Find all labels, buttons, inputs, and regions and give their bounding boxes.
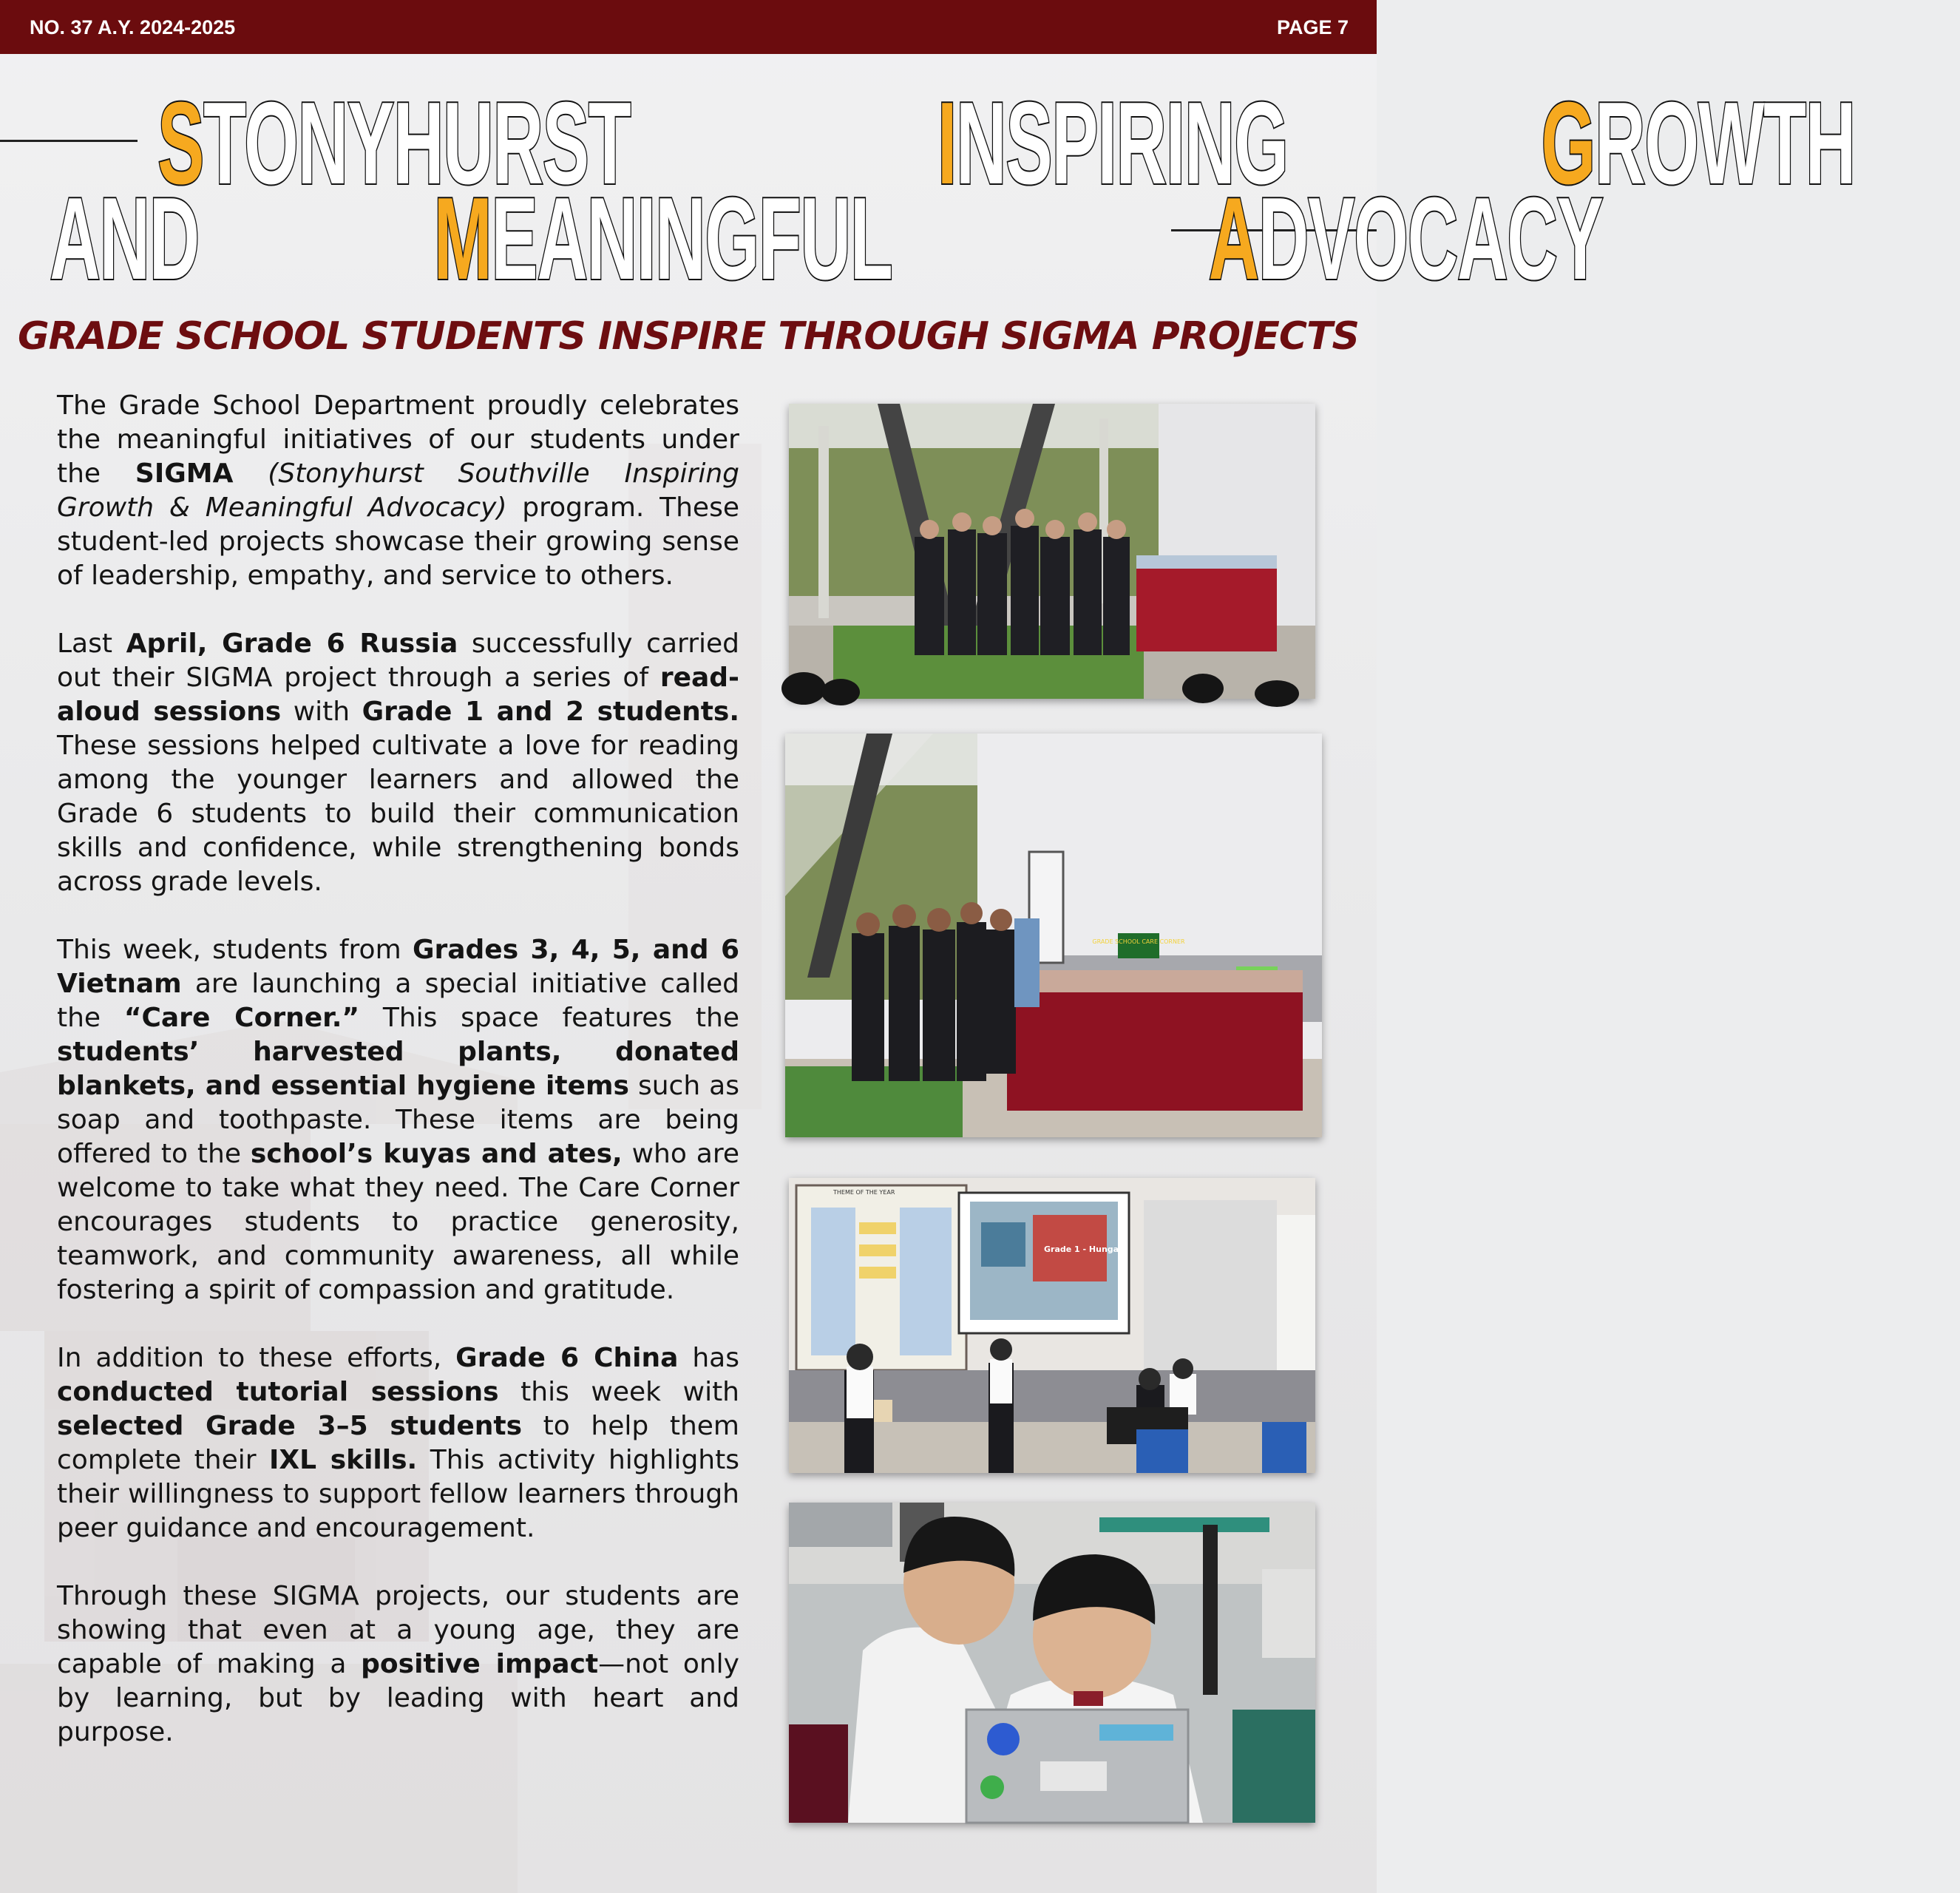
text-run: Grade 1 and 2 students. [362,697,740,727]
text-run: “Care Corner.” [123,1003,360,1033]
photo-classroom-presentation [789,1178,1315,1473]
paragraph-intro [57,389,739,593]
text-run: has [678,1343,739,1373]
text-run: SIGMA [135,458,234,489]
text-run: IXL skills. [269,1445,418,1475]
text-run: this week with [498,1377,739,1407]
text-run: Grade 6 China [455,1343,679,1373]
headline-word: AND [50,174,200,304]
text-run: read-aloud sessions [57,663,739,727]
headline-word: ADVOCACY [1209,174,1603,304]
text-run: such as soap and toothpaste. These items are being offered to the [57,1071,739,1169]
text-run: who are welcome to take what they need. The Care Corner encourages students to practice generosity, teamwork, and community awareness, all while fostering a spirit of compassion and gratitude. [57,1139,739,1305]
headline-word: STONYHURST [157,78,631,209]
headline-word: GROWTH [1541,78,1856,209]
text-run: positive impact [361,1649,599,1679]
photo-tutorial-laptop [789,1503,1315,1823]
headline-line-2 [0,174,1603,304]
text-run: students’ harvested plants, donated blankets, and essential hygiene items [57,1037,739,1101]
text-run: April, Grade 6 Russia [126,629,458,659]
text-run: Last [57,629,126,659]
text-run: This space features the [359,1003,739,1033]
screen-caption-text: Grade 1 - Hungary [1044,1244,1128,1254]
issue-number: NO. 37 A.Y. 2024-2025 [30,16,236,38]
text-run: (Stonyhurst Southville Inspiring Growth & Meaningful Advocacy) [57,458,739,523]
text-run: program. These student-led projects showcase their growing sense of leadership, empathy, and service to others. [57,492,739,591]
board-title-text: THEME OF THE YEAR [833,1189,895,1196]
text-run: These sessions helped cultivate a love for reading among the younger learners and allowed the Grade 6 students to build their communication skills and confidence, while strengthening bonds across grade levels. [57,731,739,897]
photo-read-aloud-group [789,404,1315,699]
text-run: with [281,697,362,727]
paragraph-care-corner [57,933,739,1307]
text-run [233,458,268,489]
article-body [57,389,739,1784]
headline-word: MEANINGFUL [433,174,892,304]
text-run: The Grade School Department proudly celebrates the meaningful initiatives of our students under the [57,390,739,489]
text-run: selected Grade 3–5 students [57,1411,523,1441]
text-run: conducted tutorial sessions [57,1377,499,1407]
paragraph-read-aloud [57,627,739,899]
text-run: Grades 3, 4, 5, and 6 Vietnam [57,935,739,999]
text-run: —not only by learning, but by leading with heart and purpose. [57,1649,739,1747]
headline-line-1 [0,78,1856,209]
text-run: school’s kuyas and ates, [250,1139,623,1169]
photo-care-corner [785,734,1322,1137]
care-corner-sign-text: GRADE SCHOOL CARE CORNER [1092,938,1185,945]
text-run: Through these SIGMA projects, our students are showing that even at a young age, they are capable of making a [57,1581,739,1679]
subheadline: GRADE SCHOOL STUDENTS INSPIRE THROUGH SIGMA PROJECTS [17,314,1359,359]
text-run: to help them complete their [57,1411,739,1475]
page-number: PAGE 7 [1276,16,1349,38]
paragraph-tutorial [57,1341,739,1545]
top-banner [0,0,1377,54]
text-run: are launching a special initiative called the [57,969,739,1033]
text-run: successfully carried out their SIGMA project through a series of [57,629,739,693]
text-run: This week, students from [57,935,413,965]
text-run: This activity highlights their willingness to support fellow learners through peer guidance and encouragement. [57,1445,739,1543]
text-run: In addition to these efforts, [57,1343,456,1373]
headline-word: INSPIRING [937,78,1288,209]
paragraph-closing [57,1579,739,1750]
